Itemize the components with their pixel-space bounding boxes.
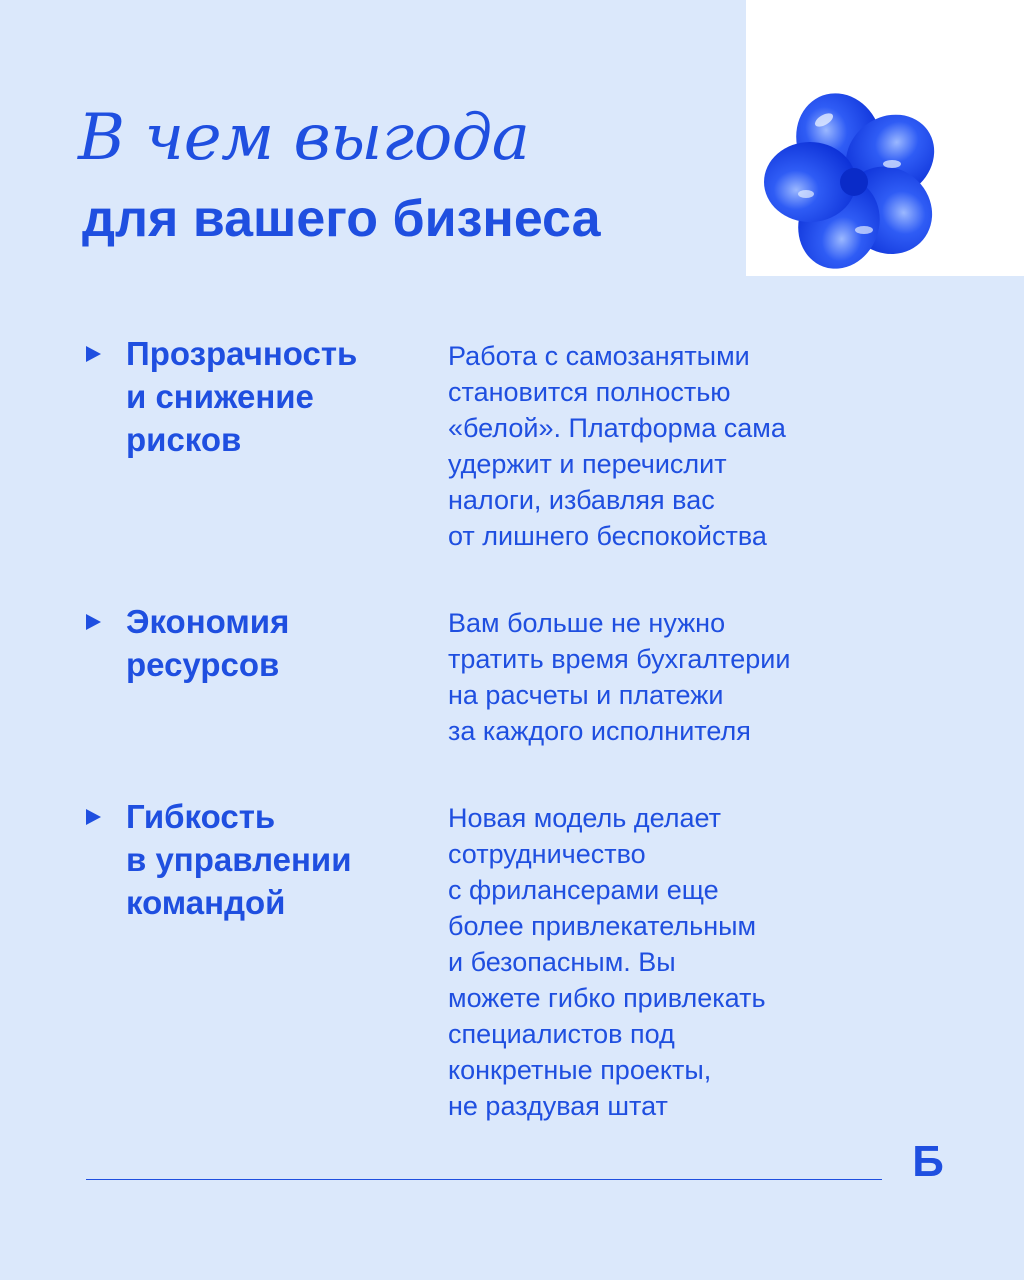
blue-flower-icon: [742, 92, 962, 282]
title-line-bold: для вашего бизнеса: [82, 190, 601, 248]
benefit-description: Новая модель делает сотрудничество с фрилансерами еще более привлекательным и безопасным. Вы можете гибко привлекать специалистов под конкретные проекты, не раздувая штат: [448, 803, 766, 1121]
triangle-bullet-icon: [86, 346, 101, 362]
benefit-description: Вам больше не нужно тратить время бухгалтерии на расчеты и платежи за каждого исполнителя: [448, 608, 791, 746]
brand-logo: Б: [912, 1137, 944, 1186]
benefit-heading: Прозрачность и снижение рисков: [126, 335, 358, 458]
title-line-italic: В чем выгода: [78, 101, 530, 175]
triangle-bullet-icon: [86, 614, 101, 630]
benefit-heading: Экономия ресурсов: [126, 603, 290, 683]
triangle-bullet-icon: [86, 809, 101, 825]
benefit-description: Работа с самозанятыми становится полностью «белой». Платформа сама удержит и перечислит налоги, избавляя вас от лишнего беспокойства: [448, 341, 786, 551]
benefit-heading: Гибкость в управлении командой: [126, 798, 352, 921]
footer-divider: [86, 1179, 882, 1180]
